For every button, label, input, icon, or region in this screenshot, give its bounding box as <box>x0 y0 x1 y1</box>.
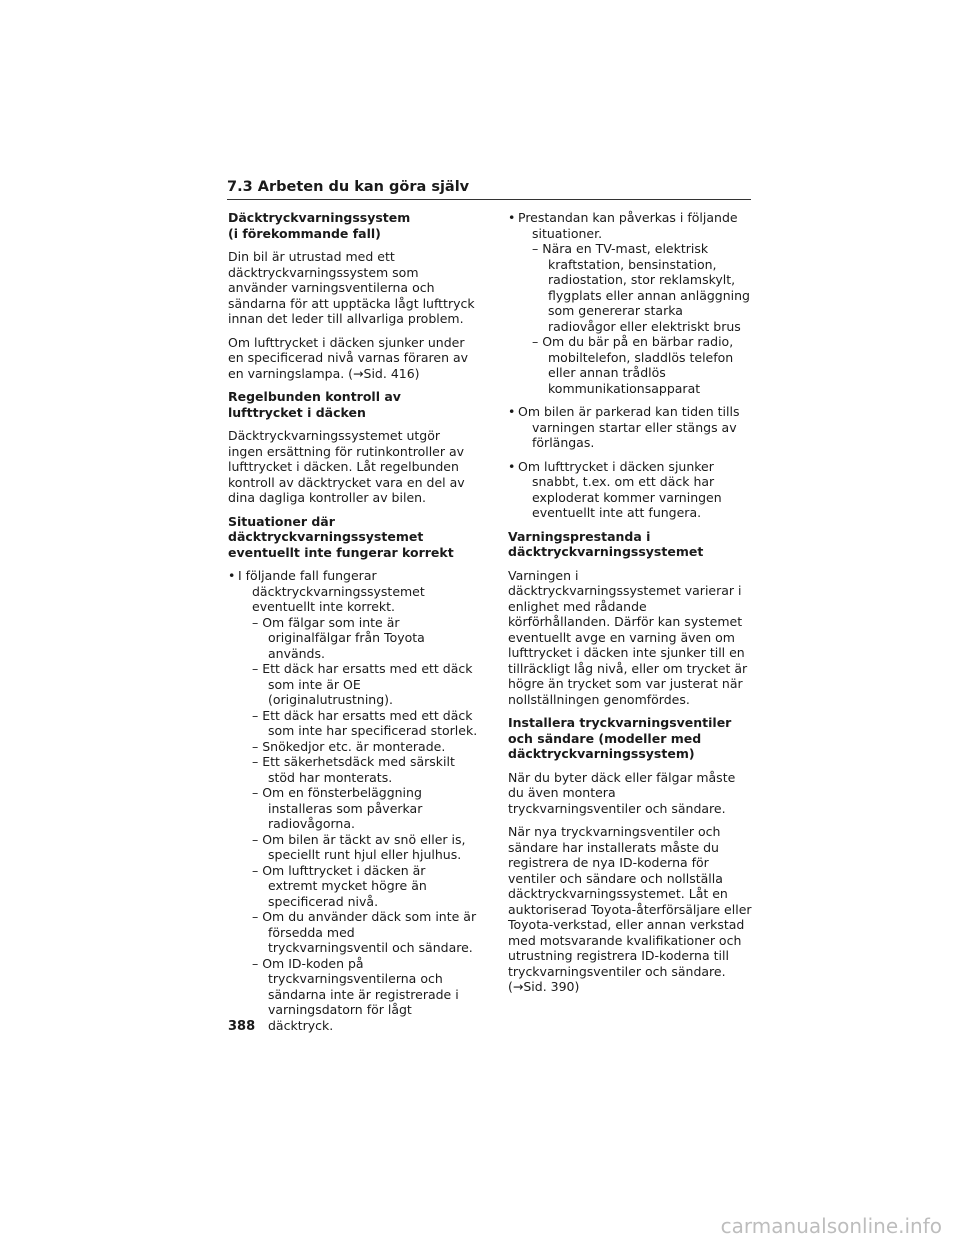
section-header <box>227 178 751 200</box>
bullet-situations <box>228 568 478 1033</box>
dash-item: – Om bilen är täckt av snö eller is, speciellt runt hjul eller hjulhus. <box>252 831 466 862</box>
heading-regular-check: Regelbunden kontroll av lufttrycket i däcken <box>228 389 401 420</box>
dash-item: – Om en fönsterbeläggning installeras som påverkar radiovågorna. <box>252 785 423 831</box>
heading-warning-performance: Varningsprestanda i däcktryckvarningssystemet <box>508 528 704 559</box>
heading-tpms-line2: (i förekommande fall) <box>228 225 381 241</box>
paragraph-register-ids: När nya tryckvarningsventiler och sändare har installerats måste du registrera de nya ID-koderna för ventiler och sändare och nollställa däcktryckvarningssystemet. Låt en auktoriserad Toyota-återförsäljare eller Toyota-verkstad, eller annan verkstad med motsvarande kvalifikationer och utrustning registrera ID-koderna till tryckvarningsventiler och sändare. (→Sid. 390) <box>508 824 752 994</box>
paragraph-install-valves: När du byter däck eller fälgar måste du även montera tryckvarningsventiler och sändare. <box>508 769 736 816</box>
dash-item: – Ett säkerhetsdäck med särskilt stöd har monterats. <box>252 754 455 785</box>
dash-item: – Nära en TV-mast, elektrisk kraftstation, bensinstation, radiostation, stor reklamskylt, flygplats eller annan anläggning som genererar starka radiovågor eller elektriskt brus <box>532 241 750 334</box>
dash-item: – Om lufttrycket i däcken är extremt mycket högre än specificerad nivå. <box>252 862 427 909</box>
bullet-dot-icon: • <box>508 404 516 419</box>
right-column <box>508 210 752 1003</box>
bullet-text: Om lufttrycket i däcken sjunker snabbt, t.ex. om ett däck har exploderat kommer varningen eventuellt inte att fungera. <box>518 458 722 520</box>
paragraph-intro: Din bil är utrustad med ett däcktryckvarningssystem som använder varningsventilerna och sändarna för att upptäcka lågt lufttryck innan det leder till allvarliga problem. <box>228 249 475 326</box>
heading-install-valves: Installera tryckvarningsventiler och sändare (modeller med däcktryckvarningssystem) <box>508 715 732 761</box>
header-divider <box>227 199 751 200</box>
watermark: carmanualsonline.info <box>720 1213 942 1238</box>
dash-item: – Om fälgar som inte är originalfälgar från Toyota används. <box>252 614 425 661</box>
heading-tpms-line1: Däcktryckvarningssystem <box>228 210 411 225</box>
dash-item: – Snökedjor etc. är monterade. <box>252 738 446 754</box>
dash-item: – Ett däck har ersatts med ett däck som inte är OE (originalutrustning). <box>252 661 473 707</box>
bullet-dot-icon: • <box>228 568 236 583</box>
bullet-parked <box>508 404 752 451</box>
bullet-dot-icon: • <box>508 210 516 225</box>
paragraph-warning-performance: Varningen i däcktryckvarningssystemet varierar i enlighet med rådande körförhållanden. Därför kan systemet eventuellt avge en varning även om lufttrycket i däcken inte sjunker till en tillräckligt låg nivå, eller om trycket är högre än trycket som var justerat när nollställningen genomfördes. <box>508 567 748 707</box>
heading-situations: Situationer där däcktryckvarningssystemet eventuellt inte fungerar korrekt <box>228 513 454 560</box>
section-title: 7.3 Arbeten du kan göra själv <box>227 179 470 195</box>
dash-item: – Om du bär på en bärbar radio, mobiltelefon, sladdlös telefon eller annan trådlös kommunikationsapparat <box>532 334 734 396</box>
paragraph-regular-check: Däcktryckvarningssystemet utgör ingen ersättning för rutinkontroller av lufttrycket i däcken. Låt regelbunden kontroll av däcktrycket vara en del av dina dagliga kontroller av bilen. <box>228 428 465 505</box>
dash-item: – Om du använder däck som inte är försedda med tryckvarningsventil och sändare. <box>252 909 477 955</box>
bullet-dot-icon: • <box>508 458 516 474</box>
dash-item: – Om ID-koden på tryckvarningsventilerna och sändarna inte är registrerade i varningsdatorn för lågt däcktryck. <box>252 955 459 1033</box>
heading-tpms <box>228 210 478 241</box>
paragraph-warning-lamp: Om lufttrycket i däcken sjunker under en specificerad nivå varnas föraren av en varningslampa. (→Sid. 416) <box>228 334 469 381</box>
bullet-text: Om bilen är parkerad kan tiden tills varningen startar eller stängs av förlängas. <box>518 404 740 450</box>
bullet-text: I följande fall fungerar däcktryckvarningssystemet eventuellt inte korrekt. <box>238 568 425 614</box>
bullet-performance <box>508 210 752 396</box>
bullet-text: Prestandan kan påverkas i följande situationer. <box>518 210 738 241</box>
page-number: 388 <box>228 1019 256 1034</box>
dash-item: – Ett däck har ersatts med ett däck som inte har specificerad storlek. <box>252 707 478 738</box>
left-column <box>228 210 478 1041</box>
bullet-rapid-drop <box>508 459 752 521</box>
